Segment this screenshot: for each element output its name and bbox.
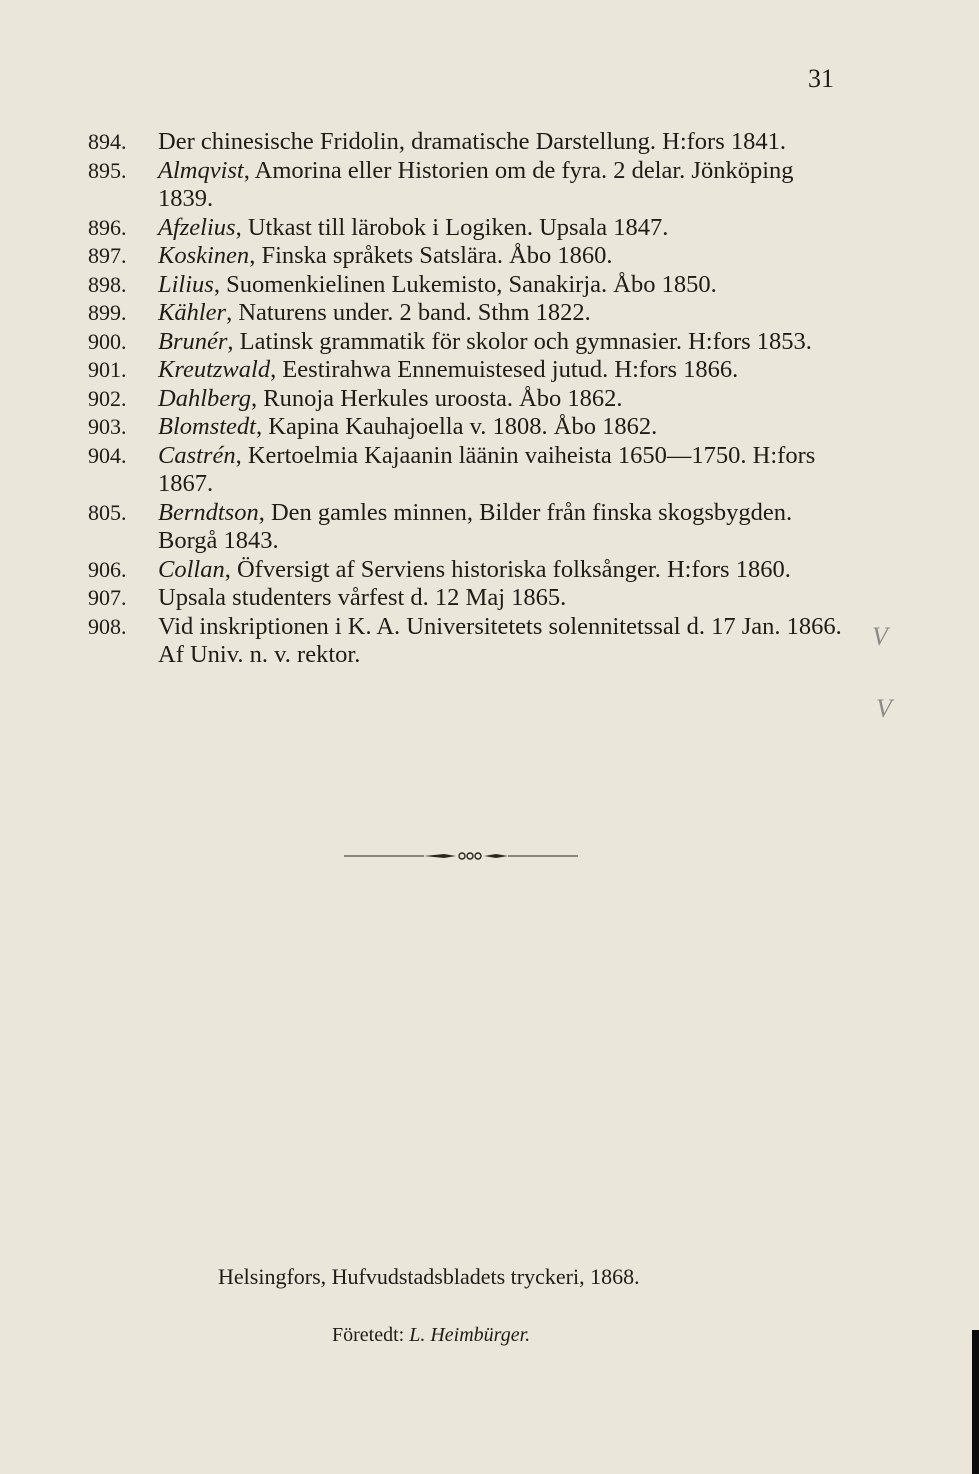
- entry-text: , Latinsk grammatik för skolor och gymnasier. H:fors 1853.: [227, 327, 812, 355]
- list-item: [88, 299, 848, 328]
- list-item: [88, 584, 848, 613]
- entry-text: , Runoja Herkules uroosta. Åbo 1862.: [251, 384, 623, 412]
- entry-author: Kähler: [158, 299, 227, 326]
- entry-text: Upsala studenters vårfest d. 12 Maj 1865.: [158, 584, 567, 611]
- entry-number: 898.: [88, 271, 127, 297]
- bibliography-list: [88, 128, 848, 670]
- list-item: [88, 271, 848, 300]
- presenter-name: L. Heimbürger.: [409, 1324, 531, 1346]
- imprint: Helsingfors, Hufvudstadsbladets tryckeri, 1868.: [218, 1264, 640, 1289]
- list-item: [88, 356, 848, 385]
- entry-author: Afzelius: [158, 213, 236, 241]
- entry-text: , Naturens under. 2 band. Sthm 1822.: [226, 299, 591, 326]
- entry-text: , Öfversigt af Serviens historiska folksånger. H:fors 1860.: [224, 555, 791, 583]
- entry-author: Kreutzwald: [158, 356, 271, 383]
- list-item: [88, 157, 848, 214]
- entry-number: 897.: [88, 243, 127, 268]
- entry-number: 901.: [88, 357, 127, 382]
- list-item: [88, 556, 848, 585]
- margin-check-mark: V: [872, 622, 888, 651]
- ornament-divider: [344, 849, 578, 863]
- entry-author: Almqvist: [158, 156, 244, 184]
- entry-number: 903.: [88, 414, 127, 439]
- entry-author: Castrén: [158, 441, 236, 469]
- page-number: 31: [808, 64, 834, 93]
- list-item: [88, 413, 848, 442]
- entry-text: , Amorina eller Historien om de fyra. 2 delar. Jönköping 1839.: [158, 156, 794, 212]
- entry-number: 902.: [88, 385, 127, 411]
- entry-text: , Utkast till lärobok i Logiken. Upsala 1847.: [235, 213, 669, 241]
- scan-edge-mark: [972, 1330, 979, 1474]
- entry-number: 906.: [88, 556, 127, 582]
- entry-author: Dahlberg: [158, 384, 251, 412]
- entry-number: 805.: [88, 499, 127, 525]
- entry-text: , Kapina Kauhajoella v. 1808. Åbo 1862.: [256, 413, 658, 440]
- entry-text: , Eestirahwa Ennemuistesed jutud. H:fors 1866.: [270, 356, 739, 383]
- entry-number: 900.: [88, 328, 127, 354]
- list-item: [88, 214, 848, 243]
- entry-author: Collan: [158, 555, 225, 583]
- entry-text: , Suomenkielinen Lukemisto, Sanakirja. Åbo 1850.: [213, 270, 717, 298]
- entry-number: 908.: [88, 613, 127, 639]
- margin-check-mark: V: [876, 694, 892, 723]
- presented-by: [332, 1324, 530, 1347]
- list-item: [88, 613, 848, 670]
- entry-author: Blomstedt: [158, 413, 256, 440]
- entry-text: Der chinesische Fridolin, dramatische Darstellung. H:fors 1841.: [158, 128, 787, 155]
- list-item: [88, 128, 848, 157]
- entry-author: Lilius: [158, 270, 214, 298]
- list-item: [88, 328, 848, 357]
- list-item: [88, 442, 848, 499]
- entry-author: Brunér: [158, 327, 228, 355]
- presented-label: Företedt:: [332, 1324, 405, 1346]
- entry-author: Koskinen: [158, 242, 250, 269]
- entry-text: Vid inskriptionen i K. A. Universitetets solennitetssal d. 17 Jan. 1866. Af Univ. n. v. rektor.: [158, 612, 842, 668]
- list-item: [88, 499, 848, 556]
- entry-text: , Kertoelmia Kajaanin läänin vaiheista 1650—1750. H:fors 1867.: [158, 441, 816, 497]
- entry-author: Berndtson: [158, 498, 259, 526]
- entry-number: 904.: [88, 442, 127, 468]
- entry-number: 895.: [88, 157, 127, 183]
- entry-number: 907.: [88, 585, 127, 610]
- list-item: [88, 242, 848, 271]
- entry-number: 894.: [88, 129, 127, 154]
- entry-number: 899.: [88, 300, 127, 325]
- list-item: [88, 385, 848, 414]
- entry-text: , Finska språkets Satslära. Åbo 1860.: [249, 242, 613, 269]
- entry-text: , Den gamles minnen, Bilder från finska skogsbygden. Borgå 1843.: [158, 498, 793, 554]
- entry-number: 896.: [88, 214, 127, 240]
